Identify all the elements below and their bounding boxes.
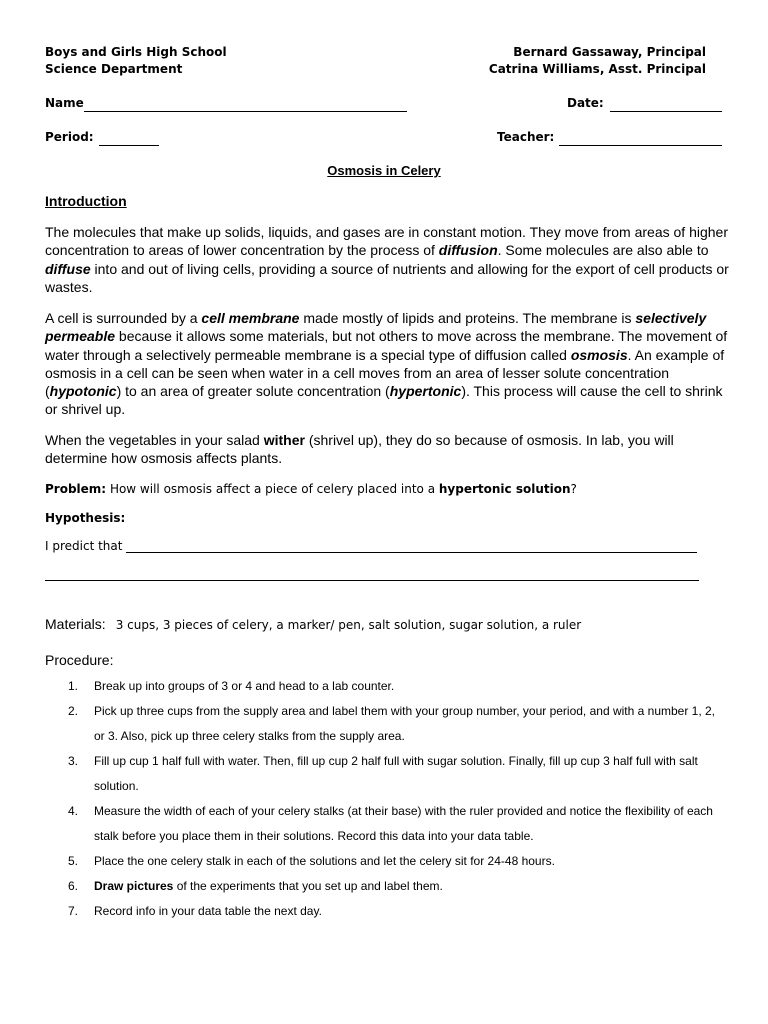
intro-paragraph-2-term: cell membrane xyxy=(201,310,300,326)
intro-paragraph-3 xyxy=(45,431,735,468)
department-name: Science Department xyxy=(45,62,183,76)
problem-end: ? xyxy=(570,482,577,496)
materials-label: Materials: xyxy=(45,616,106,632)
intro-paragraph-2-text: ) to an area of greater solute concentration ( xyxy=(116,383,390,400)
school-header xyxy=(45,44,227,78)
procedure-step xyxy=(68,799,728,849)
intro-paragraph-2-term: selectively permeable xyxy=(45,310,707,345)
intro-paragraph-2-text: A cell is surrounded by a xyxy=(45,310,202,326)
materials-section xyxy=(45,616,581,632)
step-number: 1. xyxy=(68,679,79,693)
page-title: Osmosis in Celery xyxy=(327,163,441,178)
intro-paragraph-2-term: hypertonic xyxy=(389,383,462,400)
step-text: Fill up cup 1 half full with water. Then, fill up cup 2 half full with sugar solution. Finally, fill up cup 3 half full with salt solution. xyxy=(94,754,698,793)
hypothesis-line-1 xyxy=(45,538,697,553)
problem-label: Problem: xyxy=(45,482,107,496)
name-field xyxy=(45,95,407,112)
step-text: Break up into groups of 3 or 4 and head to a lab counter. xyxy=(94,679,395,693)
hypothesis-label: Hypothesis: xyxy=(45,511,126,525)
problem-highlight: hypertonic solution xyxy=(438,482,571,496)
intro-paragraph-1-text: The molecules that make up solids, liquids, and gases are in constant motion. They move from areas of higher concentration to areas of lower concentration by the process of xyxy=(45,224,728,259)
step-number: 3. xyxy=(68,754,79,768)
procedure-step xyxy=(68,874,728,899)
school-name: Boys and Girls High School xyxy=(45,45,227,59)
procedure-step xyxy=(68,699,728,749)
step-text: Record info in your data table the next day. xyxy=(94,904,322,918)
step-number: 6. xyxy=(68,879,79,893)
step-number: 2. xyxy=(68,704,79,718)
name-blank[interactable] xyxy=(84,98,407,112)
intro-paragraph-2-term: hypotonic xyxy=(49,383,117,400)
intro-paragraph-3-text: When the vegetables in your salad xyxy=(45,432,264,448)
name-label: Name xyxy=(45,96,84,110)
asst-principal-name: Catrina Williams, Asst. Principal xyxy=(488,62,706,76)
problem-statement xyxy=(45,482,577,496)
intro-paragraph-1 xyxy=(45,223,735,296)
step-number: 7. xyxy=(68,904,79,918)
teacher-blank[interactable] xyxy=(559,132,722,146)
period-field xyxy=(45,129,159,146)
intro-paragraph-1-term: diffuse xyxy=(45,260,91,277)
procedure-step xyxy=(68,749,728,799)
hypothesis-blank-2[interactable] xyxy=(45,567,699,581)
principal-name: Bernard Gassaway, Principal xyxy=(513,45,706,59)
procedure-step xyxy=(68,899,728,924)
step-text: Measure the width of each of your celery stalks (at their base) with the ruler provided and notice the flexibility of each stalk before you place them in their solutions. Record this data into your data table. xyxy=(94,804,713,843)
period-blank[interactable] xyxy=(99,132,159,146)
step-text: of the experiments that you set up and label them. xyxy=(173,879,443,893)
intro-paragraph-3-term: wither xyxy=(263,432,305,448)
step-text: Pick up three cups from the supply area and label them with your group number, your period, and with a number 1, 2, or 3. Also, pick up three celery stalks from the supply area. xyxy=(94,704,716,743)
date-blank[interactable] xyxy=(610,98,722,112)
intro-paragraph-1-text: . Some molecules are also able to xyxy=(497,242,709,259)
problem-text: How will osmosis affect a piece of celery placed into a xyxy=(109,482,436,496)
intro-paragraph-2-text: ). This process will cause the cell to shrink or shrivel up. xyxy=(45,383,723,418)
intro-paragraph-2-text: made mostly of lipids and proteins. The membrane is xyxy=(299,310,636,326)
hypothesis-prompt: I predict that xyxy=(45,539,123,553)
hypothesis-blank-1[interactable] xyxy=(126,538,697,553)
intro-paragraph-2-text: because it allows some materials, but not others to move across the membrane. The movement of water through a selectively permeable membrane is a special type of diffusion called xyxy=(45,328,728,363)
teacher-label: Teacher: xyxy=(497,130,555,144)
procedure-step xyxy=(68,849,728,874)
intro-paragraph-3-text: (shrivel up), they do so because of osmosis. In lab, you will determine how osmosis affects plants. xyxy=(45,432,674,467)
introduction-heading: Introduction xyxy=(45,193,127,209)
step-number: 4. xyxy=(68,804,79,818)
procedure-step xyxy=(68,674,728,699)
intro-paragraph-1-text: into and out of living cells, providing a source of nutrients and allowing for the export of cell products or wastes. xyxy=(45,260,729,295)
intro-paragraph-2 xyxy=(45,309,735,419)
teacher-field xyxy=(497,129,722,146)
period-label: Period: xyxy=(45,130,94,144)
step-number: 5. xyxy=(68,854,79,868)
date-field xyxy=(567,95,722,112)
intro-paragraph-1-term: diffusion xyxy=(438,242,498,259)
date-label: Date: xyxy=(567,96,604,110)
intro-paragraph-2-text: . An example of osmosis in a cell can be seen when water in a cell moves from an area of lesser solute concentration ( xyxy=(45,346,725,400)
procedure-label: Procedure: xyxy=(45,652,114,668)
step-term: Draw pictures xyxy=(94,879,174,893)
intro-paragraph-2-term: osmosis xyxy=(570,346,628,363)
procedure-list xyxy=(68,674,728,924)
step-text: Place the one celery stalk in each of the solutions and let the celery sit for 24-48 hours. xyxy=(94,854,555,868)
materials-text: 3 cups, 3 pieces of celery, a marker/ pen, salt solution, sugar solution, a ruler xyxy=(115,618,582,632)
principal-header xyxy=(489,44,706,78)
